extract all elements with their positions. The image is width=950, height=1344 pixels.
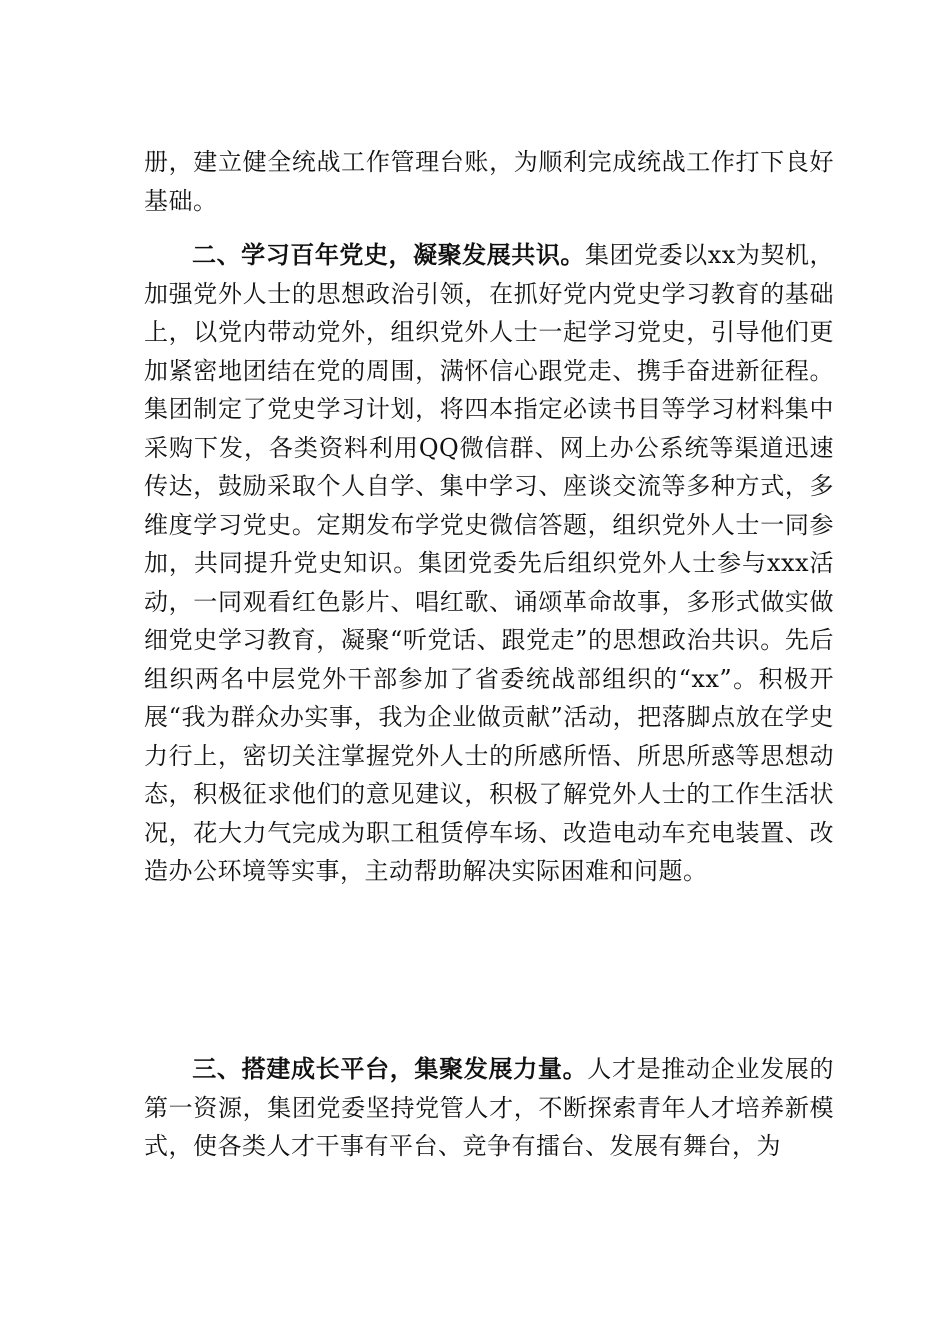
paragraph-text: 集团党委以xx为契机，加强党外人士的思想政治引领，在抓好党内党史学习教育的基础上，以党内带动党外，组织党外人士一起学习党史，引导他们更加紧密地团结在党的周围，满怀信心跟党走、携手奋进新征程。集团制定了党史学习计划，将四本指定必读书目等学习材料集中采购下发，各类资料利用QQ微信群、网上办公系统等渠道迅速传达，鼓励采取个人自学、集中学习、座谈交流等多种方式，多维度学习党史。定期发布学党史微信答题，组织党外人士一同参加，共同提升党史知识。集团党委先后组织党外人士参与xxx活动，一同观看红色影片、唱红歌、诵颂革命故事，多形式做实做细党史学习教育，凝聚“听党话、跟党走”的思想政治共识。先后组织两名中层党外干部参加了省委统战部组织的“xx”。积极开展“我为群众办实事，我为企业做贡献”活动，把落脚点放在学史力行上，密切关注掌握党外人士的所感所悟、所思所惑等思想动态，积极征求他们的意见建议，积极了解党外人士的工作生活状况，花大力气完成为职工租赁停车场、改造电动车充电装置、改造办公环境等实事，主动帮助解决实际困难和问题。 — [144, 241, 834, 885]
paragraph-text: 册，建立健全统战工作管理台账，为顺利完成统战工作打下良好基础。 — [144, 148, 834, 215]
section-heading: 三、搭建成长平台，集聚发展力量。 — [192, 1054, 588, 1083]
paragraph-continuation — [144, 143, 834, 220]
paragraph-text: 人才是推动企业发展的第一资源，集团党委坚持党管人才，不断探索青年人才培养新模式，使各类人才干事有平台、竞争有擂台、发展有舞台，为 — [144, 1055, 835, 1160]
paragraph-section-three — [144, 1050, 834, 1166]
section-heading: 二、学习百年党史，凝聚发展共识。 — [192, 240, 585, 269]
paragraph-section-two — [144, 236, 834, 891]
